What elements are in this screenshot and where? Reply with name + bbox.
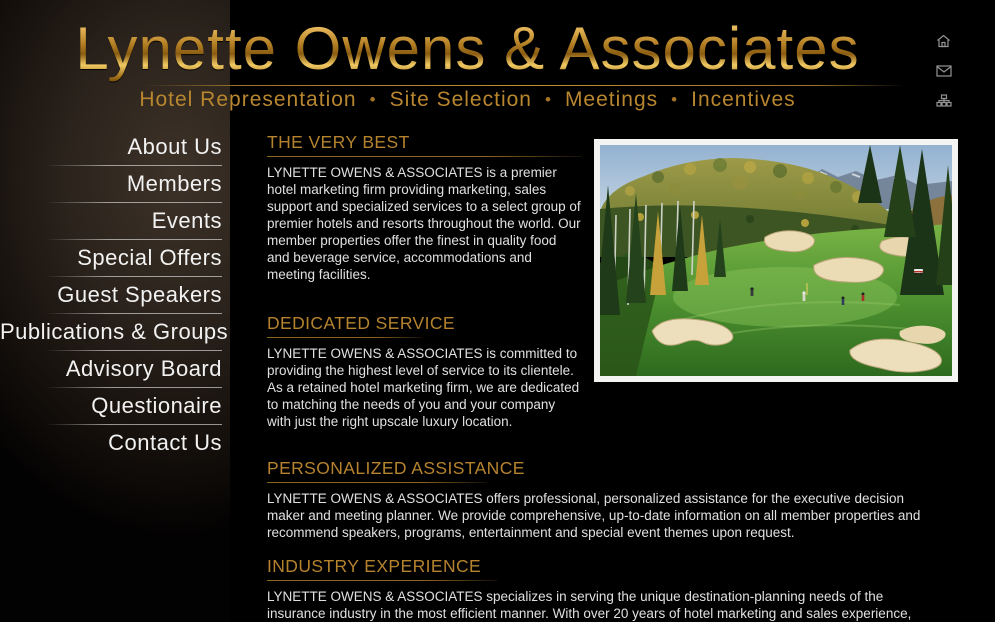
section-the-very-best [267,132,582,283]
sidebar-item-label: Questionaire [91,393,222,418]
heading-rule [267,482,487,483]
section-industry-experience [267,556,943,622]
heading-rule [267,156,582,157]
golf-photo [594,139,958,382]
sidebar-item-label: Advisory Board [65,356,222,381]
sidebar-item-label: Events [151,208,222,233]
sidebar-item-label: Contact Us [108,430,222,455]
section-heading: INDUSTRY EXPERIENCE [267,556,482,576]
sidebar-item-label: Members [126,171,222,196]
header [0,0,935,120]
tagline-item-site-selection: Site Selection [389,88,532,111]
home-link[interactable] [936,34,956,48]
sitemap-link[interactable] [936,94,956,107]
section-body: LYNETTE OWENS & ASSOCIATES is committed to providing the highest level of service to its clientele. As a retained hotel marketing firm, we are dedicated to matching the needs of you and your company with just the right upscale luxury location. [267,346,580,429]
tagline-item-hotel-representation: Hotel Representation [139,88,357,111]
tagline-item-incentives: Incentives [691,88,796,111]
logo-divider-line [145,85,905,86]
heading-rule [267,580,497,581]
sidebar-item-guest-speakers[interactable] [0,276,222,313]
sidebar-item-special-offers[interactable] [0,239,222,276]
section-body: LYNETTE OWENS & ASSOCIATES offers professional, personalized assistance for the executive decision maker and meeting planner. We provide comprehensive, up-to-date information on all member properties and recommend speakers, programs, entertainment and special event themes upon request. [267,491,921,540]
section-dedicated-service [267,313,582,430]
tagline [0,88,935,112]
sidebar-item-advisory-board[interactable] [0,350,222,387]
golf-photo-image [600,145,952,376]
quick-links [936,34,956,124]
sidebar-item-label: About Us [127,134,222,159]
section-heading: DEDICATED SERVICE [267,313,455,333]
home-icon [936,34,951,48]
section-body: LYNETTE OWENS & ASSOCIATES is a premier hotel marketing firm providing marketing, sales support and specialized services to a select group of premier hotels and resorts throughout the world. Our member properties offer the finest in quality food and beverage service, accommodations and meeting facilities. [267,165,581,282]
site-logo: Lynette Owens & Associates [0,14,935,83]
tagline-item-meetings: Meetings [564,88,659,111]
sitemap-icon [936,94,952,107]
sidebar-item-label: Guest Speakers [57,282,222,307]
section-personalized-assistance [267,458,943,541]
tagline-bullet: • [544,90,552,109]
sidebar-item-events[interactable] [0,202,222,239]
tagline-bullet: • [369,90,377,109]
tagline-bullet: • [671,90,679,109]
sidebar-item-label: Publications & Groups [0,319,229,344]
sidebar-item-members[interactable] [0,165,222,202]
sidebar-item-label: Special Offers [77,245,222,270]
sidebar-item-publications-groups[interactable] [0,313,229,350]
mail-icon [936,65,952,77]
section-body: LYNETTE OWENS & ASSOCIATES specializes in serving the unique destination-planning needs of the insurance industry in the most efficient manner. With over 20 years of hotel marketing and sales experience, [267,589,912,621]
section-heading: THE VERY BEST [267,132,410,152]
sidebar-item-about-us[interactable] [0,128,222,165]
sidebar-item-contact-us[interactable] [0,424,222,461]
section-heading: PERSONALIZED ASSISTANCE [267,458,525,478]
mail-link[interactable] [936,65,956,77]
sidebar-item-questionaire[interactable] [0,387,222,424]
heading-rule [267,337,423,338]
